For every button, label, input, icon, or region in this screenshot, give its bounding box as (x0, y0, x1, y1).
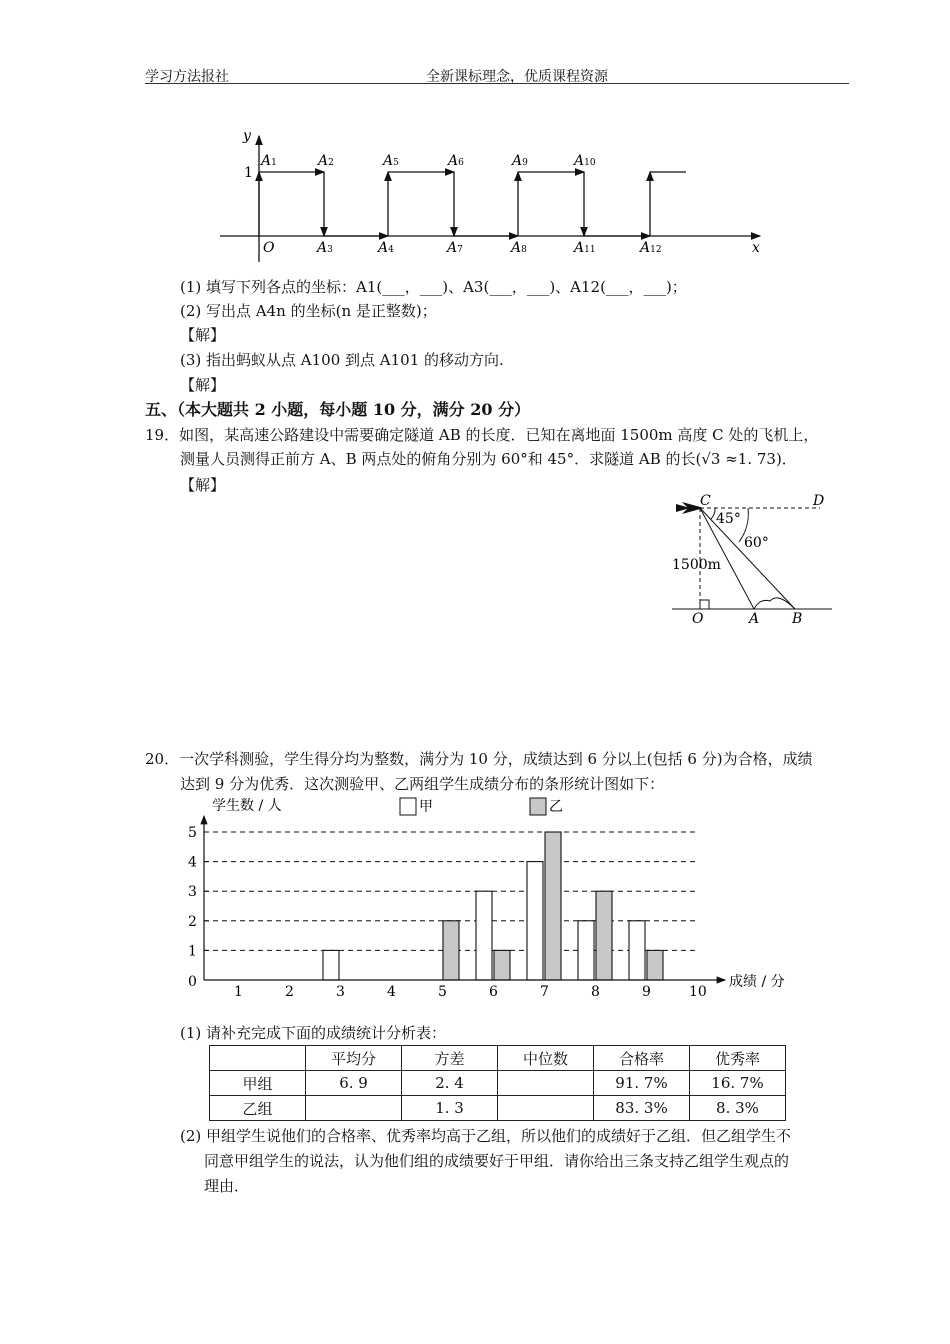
chart-y-tick-label: 3 (188, 884, 197, 901)
stats-table (209, 1045, 786, 1121)
bar-yi-6 (494, 950, 510, 980)
chart-x-tick-label: 8 (591, 984, 600, 1000)
q18-part3: (3) 指出蚂蚁从点 A100 到点 A101 的移动方向. (180, 351, 504, 369)
legend-label-yi: 乙 (549, 799, 563, 815)
point-label-a4: A4 (378, 240, 394, 256)
bar-yi-7 (545, 832, 561, 980)
table-header-cell: 合格率 (594, 1046, 690, 1071)
hill-outline (754, 598, 795, 609)
angle-60-label: 60° (744, 535, 769, 551)
q20-sub2-line2: 同意甲组学生的说法，认为他们组的成绩要好于甲组．请你给出三条支持乙组学生观点的 (204, 1152, 790, 1170)
bar-yi-5 (443, 921, 459, 980)
chart-x-tick-label: 10 (689, 984, 707, 1000)
q20-sub1: (1) 请补充完成下面的成绩统计分析表： (180, 1024, 447, 1042)
header-left: 学习方法报社 (145, 69, 229, 85)
chart-x-tick-label: 3 (336, 984, 345, 1000)
table-cell: 1. 3 (402, 1096, 498, 1121)
table-header-cell: 方差 (402, 1046, 498, 1071)
q19-answer: 【解】 (180, 476, 226, 494)
table-cell: 6. 9 (306, 1071, 402, 1096)
legend-label-jia: 甲 (419, 799, 433, 815)
point-label-a5: A5 (383, 153, 399, 169)
height-label: 1500m (672, 557, 721, 573)
point-label-a10: A10 (574, 153, 596, 169)
y-axis-label: y (243, 128, 251, 144)
bar-jia-3 (323, 950, 339, 980)
tunnel-figure (660, 488, 850, 630)
chart-x-tick-label: 4 (387, 984, 396, 1000)
chart-x-tick-label: 6 (489, 984, 498, 1000)
bar-yi-8 (596, 891, 612, 980)
point-a-label: A (749, 611, 760, 627)
table-cell: 8. 3% (690, 1096, 786, 1121)
bar-jia-8 (578, 921, 594, 980)
table-cell: 2. 4 (402, 1071, 498, 1096)
table-cell (498, 1096, 594, 1121)
q20-sub2-line1: (2) 甲组学生说他们的合格率、优秀率均高于乙组，所以他们的成绩好于乙组．但乙组学生不 (180, 1127, 792, 1145)
right-angle-mark (700, 600, 709, 609)
table-cell (306, 1096, 402, 1121)
chart-xlabel: 成绩 / 分 (729, 974, 785, 990)
chart-x-tick-label: 9 (642, 984, 651, 1000)
table-cell (498, 1071, 594, 1096)
section5-title: 五、（本大题共 2 小题，每小题 10 分，满分 20 分） (145, 400, 531, 419)
point-label-a3: A3 (317, 240, 333, 256)
q19-line1: 19．如图，某高速公路建设中需要确定隧道 AB 的长度．已知在离地面 1500m 高度 C 处的飞机上， (145, 426, 819, 444)
table-row (210, 1071, 786, 1096)
point-label-a9: A9 (512, 153, 528, 169)
point-label-a6: A6 (448, 153, 464, 169)
point-label-a12: A12 (640, 240, 662, 256)
point-d-label: D (813, 493, 825, 509)
angle-45-arc (711, 508, 715, 519)
q18-answer2: 【解】 (180, 376, 226, 394)
q20-line1: 20．一次学科测验，学生得分均为整数，满分为 10 分，成绩达到 6 分以上(包括 6 分)为合格，成绩 (145, 750, 813, 768)
q18-answer1: 【解】 (180, 326, 226, 344)
point-b-label: B (792, 611, 803, 627)
ant-path-figure (0, 0, 950, 270)
chart-x-tick-label: 2 (285, 984, 294, 1000)
q18-part2: (2) 写出点 A4n 的坐标(n 是正整数)； (180, 302, 437, 320)
table-row (210, 1096, 786, 1121)
legend-swatch-yi (530, 798, 546, 815)
chart-x-tick-label: 7 (540, 984, 549, 1000)
table-cell: 16. 7% (690, 1071, 786, 1096)
point-label-a7: A7 (447, 240, 463, 256)
bar-jia-6 (476, 891, 492, 980)
header-center: 全新课标理念，优质课程资源 (426, 69, 608, 85)
chart-y-tick-label: 4 (188, 854, 197, 871)
bar-jia-7 (527, 862, 543, 980)
origin-label: O (263, 240, 275, 256)
table-cell: 乙组 (210, 1096, 306, 1121)
table-header-cell (210, 1046, 306, 1071)
table-header-cell: 平均分 (306, 1046, 402, 1071)
chart-y-tick-label: 1 (188, 943, 197, 960)
chart-x-tick-label: 5 (438, 984, 447, 1000)
table-cell: 91. 7% (594, 1071, 690, 1096)
point-label-a1: A1 (261, 153, 277, 169)
table-cell: 甲组 (210, 1071, 306, 1096)
chart-y-tick-label: 2 (188, 913, 197, 930)
score-bar-chart (180, 790, 820, 1010)
point-o-label: O (692, 611, 704, 627)
table-header-cell: 优秀率 (690, 1046, 786, 1071)
legend-swatch-jia (400, 798, 416, 815)
q19-line2: 测量人员测得正前方 A、B 两点处的俯角分别为 60°和 45°．求隧道 AB 的长(√3 ≈1. 73)． (180, 450, 797, 468)
table-header-row (210, 1046, 786, 1071)
point-label-a2: A2 (318, 153, 334, 169)
point-label-a8: A8 (511, 240, 527, 256)
q18-part1: (1) 填写下列各点的坐标：A1(___，___)、A3(___，___)、A12(___，___)； (180, 278, 687, 296)
point-c-label: C (700, 493, 711, 509)
chart-y-tick-label: 0 (188, 974, 197, 990)
ant-path (259, 172, 686, 236)
chart-ylabel: 学生数 / 人 (212, 798, 282, 814)
bar-yi-9 (647, 950, 663, 980)
angle-45-label: 45° (716, 511, 741, 527)
chart-y-tick-label: 5 (188, 825, 197, 841)
table-cell: 83. 3% (594, 1096, 690, 1121)
q20-line2: 达到 9 分为优秀．这次测验甲、乙两组学生成绩分布的条形统计图如下： (180, 775, 665, 793)
point-label-a11: A11 (574, 240, 596, 256)
table-header-cell: 中位数 (498, 1046, 594, 1071)
q20-sub2-line3: 理由． (204, 1177, 250, 1195)
bar-jia-9 (629, 921, 645, 980)
x-axis-label: x (752, 240, 760, 256)
chart-x-tick-label: 1 (234, 984, 243, 1000)
tick-one-label: 1 (244, 165, 253, 181)
